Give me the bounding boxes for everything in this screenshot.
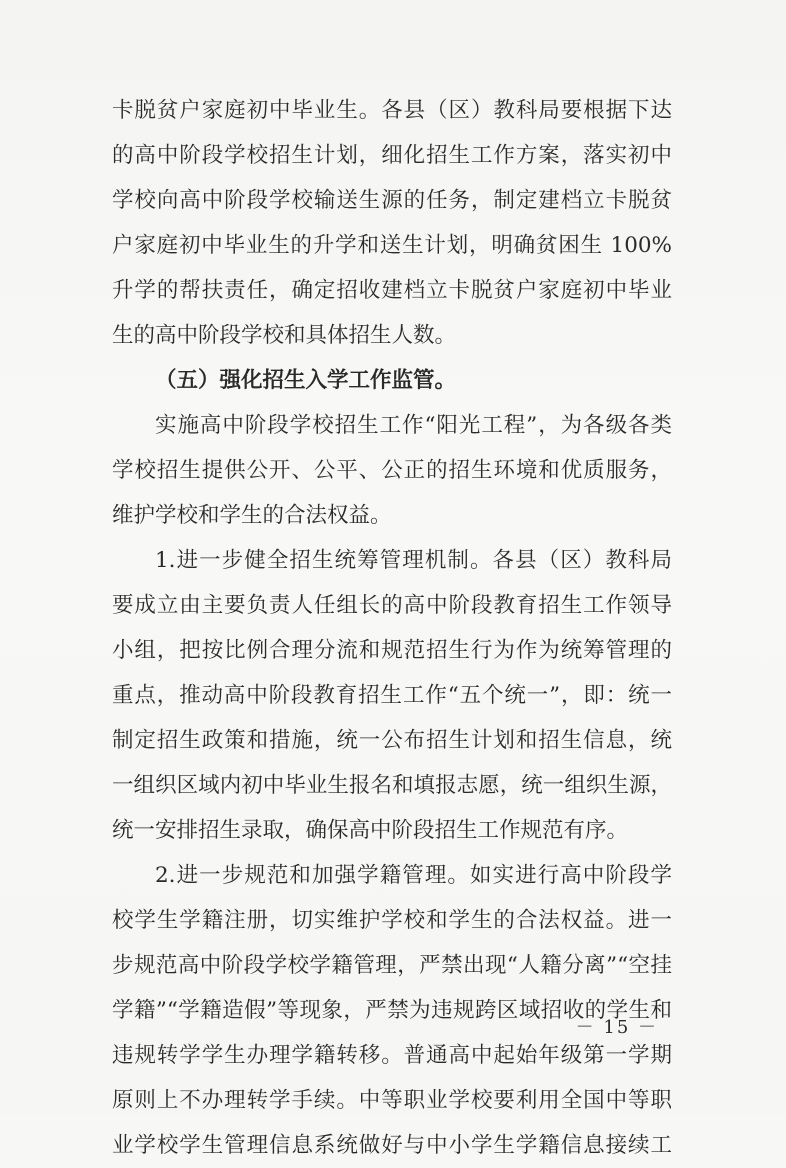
text-line: 1.进一步健全招生统筹管理机制。各县（区）教科局 xyxy=(155,548,672,573)
text-line: 要成立由主要负责人任组长的高中阶段教育招生工作领导 xyxy=(112,593,672,618)
text-line: 原则上不办理转学手续。中等职业学校要利用全国中等职 xyxy=(112,1088,672,1113)
text-line: 学籍”“学籍造假”等现象，严禁为违规跨区域招收的学生和 xyxy=(112,998,672,1023)
text-line: 维护学校和学生的合法权益。 xyxy=(112,503,392,528)
text-line: 学校向高中阶段学校输送生源的任务，制定建档立卡脱贫 xyxy=(112,188,672,213)
text-line: 步规范高中阶段学校学籍管理，严禁出现“人籍分离”“空挂 xyxy=(112,953,672,978)
section-heading: （五）强化招生入学工作监管。 xyxy=(155,368,457,393)
text-line: 小组，把按比例合理分流和规范招生行为作为统筹管理的 xyxy=(112,638,672,663)
text-line: 学校招生提供公开、公平、公正的招生环境和优质服务， xyxy=(112,458,672,483)
text-line: 制定招生政策和措施，统一公布招生计划和招生信息，统 xyxy=(112,728,672,753)
text-line: 一组织区域内初中毕业生报名和填报志愿，统一组织生源， xyxy=(112,773,672,798)
text-line: 统一安排招生录取，确保高中阶段招生工作规范有序。 xyxy=(112,818,629,843)
text-line: 户家庭初中毕业生的升学和送生计划，明确贫困生 100% xyxy=(112,233,672,258)
text-line: 升学的帮扶责任，确定招收建档立卡脱贫户家庭初中毕业 xyxy=(112,278,672,303)
text-line: 校学生学籍注册，切实维护学校和学生的合法权益。进一 xyxy=(112,908,672,933)
text-line: 实施高中阶段学校招生工作“阳光工程”，为各级各类 xyxy=(155,413,672,438)
text-line: 生的高中阶段学校和具体招生人数。 xyxy=(112,323,457,348)
text-line: 业学校学生管理信息系统做好与中小学生学籍信息接续工 xyxy=(112,1133,672,1158)
page-number: － 15 － xyxy=(575,1017,658,1038)
text-line: 卡脱贫户家庭初中毕业生。各县（区）教科局要根据下达 xyxy=(112,98,672,123)
text-line: 2.进一步规范和加强学籍管理。如实进行高中阶段学 xyxy=(155,863,672,888)
text-line: 违规转学学生办理学籍转移。普通高中起始年级第一学期 xyxy=(112,1043,672,1068)
text-line: 重点，推动高中阶段教育招生工作“五个统一”，即：统一 xyxy=(112,683,672,708)
text-line: 的高中阶段学校招生计划，细化招生工作方案，落实初中 xyxy=(112,143,672,168)
body-text xyxy=(112,88,672,1168)
